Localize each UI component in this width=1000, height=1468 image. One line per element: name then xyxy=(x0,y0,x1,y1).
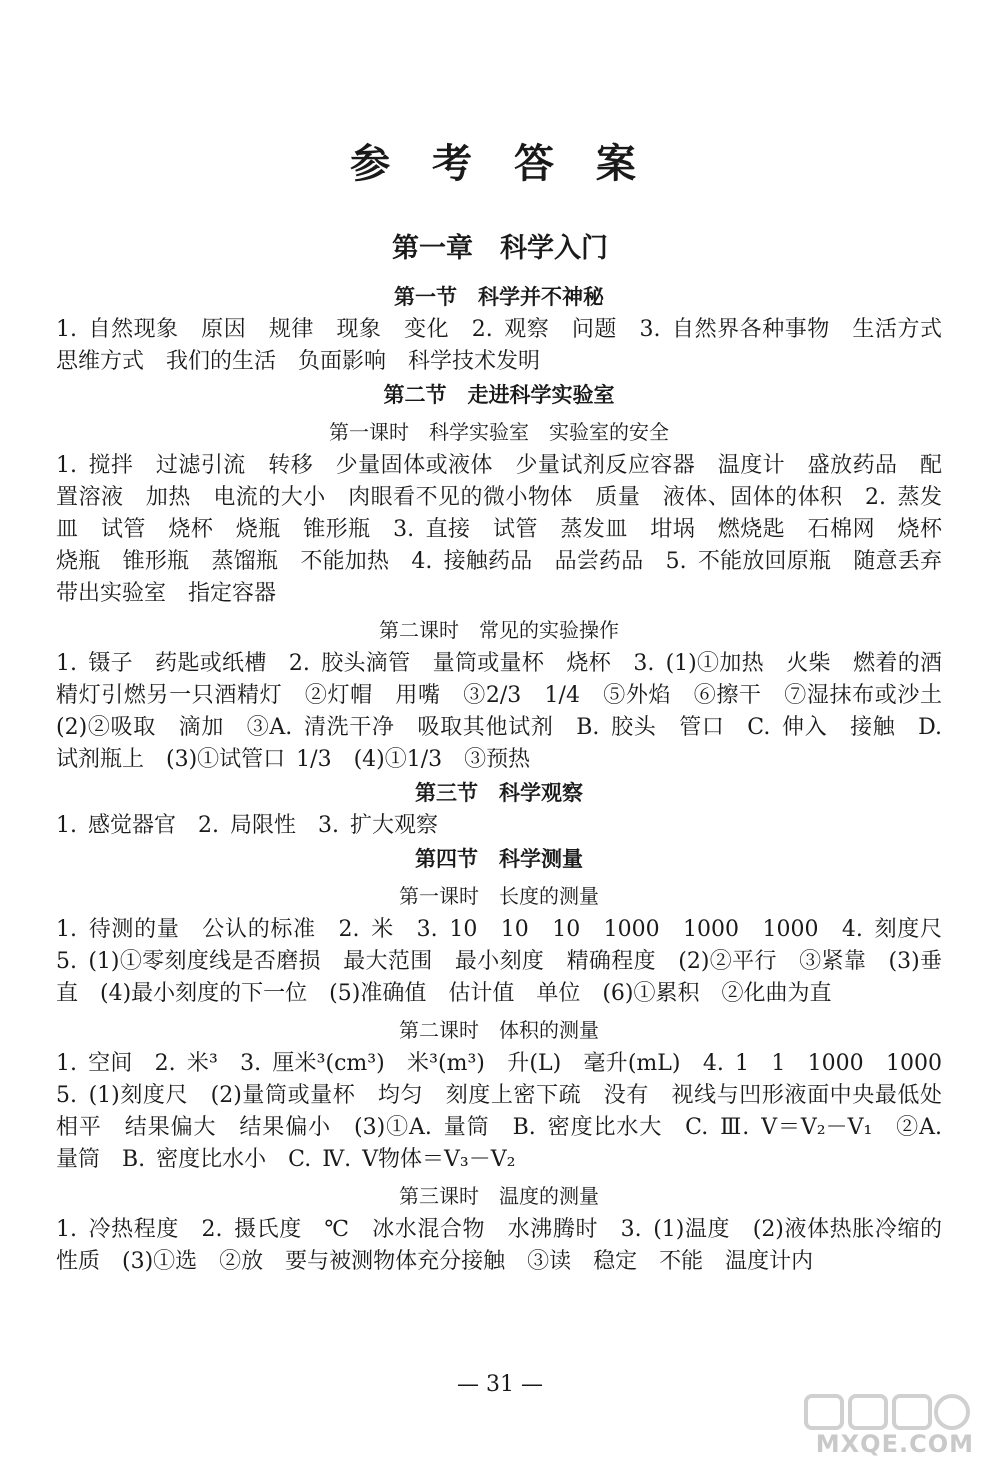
watermark-text: MXQE.COM xyxy=(815,1430,974,1458)
watermark-logo-icon xyxy=(802,1392,972,1432)
section-heading: 第一节 科学并不神秘 xyxy=(394,285,604,309)
page-number: — 31 — xyxy=(457,1372,543,1397)
answer-paragraph: 1. 镊子 药匙或纸槽 2. 胶头滴管 量筒或量杯 烧杯 3. (1)①加热 火柴 燃着的酒精灯引燃另一只酒精灯 ②灯帽 用嘴 ③2/3 1/4 ⑤外焰 ⑥擦干 ⑦湿抹布或沙土 (2)②吸取 滴加 ③A. 清洗干净 吸取其他试剂 B. 胶头 管口 C. 伸入 接触 D. 试剂瓶上 (3)①试管口 1/3 (4)①1/3 ③预热 xyxy=(56,651,965,772)
chapter-heading: 第一章 科学入门 xyxy=(392,233,608,264)
section-heading: 第四节 科学测量 xyxy=(415,847,583,871)
answer-paragraph: 1. 冷热程度 2. 摄氏度 ℃ 冰水混合物 水沸腾时 3. (1)温度 (2)液体热胀冷缩的性质 (3)①选 ②放 要与被测物体充分接触 ③读 稳定 不能 温度计内 xyxy=(56,1217,942,1274)
page-title: 参 考 答 案 xyxy=(350,141,650,187)
lesson-heading: 第二课时 体积的测量 xyxy=(399,1018,599,1042)
watermark xyxy=(782,1392,982,1462)
answer-paragraph: 1. 自然现象 原因 规律 现象 变化 2. 观察 问题 3. 自然界各种事物 生活方式 思维方式 我们的生活 负面影响 科学技术发明 xyxy=(56,317,965,374)
lesson-heading: 第一课时 科学实验室 实验室的安全 xyxy=(329,420,669,444)
section-heading: 第二节 走进科学实验室 xyxy=(383,383,615,407)
answer-paragraph: 1. 空间 2. 米³ 3. 厘米³(cm³) 米³(m³) 升(L) 毫升(mL) 4. 1 1 1000 1000 5. (1)刻度尺 (2)量筒或量杯 均匀 刻度上密下疏 没有 视线与凹形液面中央最低处相平 结果偏大 结果偏小 (3)①A. 量筒 B. 密度比水大 C. Ⅲ. V＝V₂－V₁ ②A. 量筒 B. 密度比水小 C. Ⅳ. V物体＝V₃－V₂ xyxy=(56,1051,965,1172)
lesson-heading: 第二课时 常见的实验操作 xyxy=(379,618,619,642)
lesson-heading: 第一课时 长度的测量 xyxy=(399,884,599,908)
lesson-heading: 第三课时 温度的测量 xyxy=(399,1184,599,1208)
answer-content xyxy=(56,280,965,1278)
section-heading: 第三节 科学观察 xyxy=(415,781,583,805)
answer-paragraph: 1. 待测的量 公认的标准 2. 米 3. 10 10 10 1000 1000 1000 4. 刻度尺 5. (1)①零刻度线是否磨损 最大范围 最小刻度 精确程度 (2)②平行 ③紧靠 (3)垂直 (4)最小刻度的下一位 (5)准确值 估计值 单位 (6)①累积 ②化曲为直 xyxy=(56,917,965,1006)
answer-paragraph: 1. 搅拌 过滤引流 转移 少量固体或液体 少量试剂反应容器 温度计 盛放药品 配置溶液 加热 电流的大小 肉眼看不见的微小物体 质量 液体、固体的体积 2. 蒸发皿 试管 烧杯 烧瓶 锥形瓶 3. 直接 试管 蒸发皿 坩埚 燃烧匙 石棉网 烧杯 烧瓶 锥形瓶 蒸馏瓶 不能加热 4. 接触药品 品尝药品 5. 不能放回原瓶 随意丢弃 带出实验室 指定容器 xyxy=(56,453,965,606)
answer-paragraph: 1. 感觉器官 2. 局限性 3. 扩大观察 xyxy=(56,813,438,838)
